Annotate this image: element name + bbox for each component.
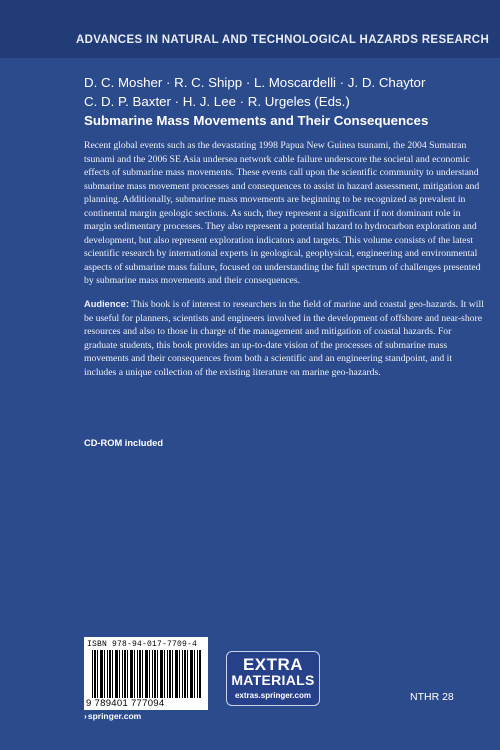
extra-materials-badge <box>226 651 320 706</box>
publisher-link <box>84 711 141 721</box>
extra-word: EXTRA <box>242 655 304 674</box>
materials-word: MATERIALS <box>231 672 315 688</box>
barcode-icon <box>92 650 202 698</box>
chevron-right-icon: › <box>84 711 87 721</box>
editors <box>84 73 484 111</box>
series-banner <box>0 0 500 58</box>
editors-line-1: D. C. Mosher · R. C. Shipp · L. Moscardelli · J. D. Chaytor <box>84 75 426 90</box>
series-code: NTHR 28 <box>410 691 454 703</box>
isbn-text: ISBN 978-94-017-7709-4 <box>87 640 198 649</box>
publisher-url: springer.com <box>87 711 142 721</box>
audience-paragraph <box>84 298 484 379</box>
isbn-barcode <box>84 637 208 710</box>
barcode-digits: 9 789401 777094 <box>86 698 165 709</box>
audience-text: This book is of interest to researchers in the field of marine and coastal geo-hazards. It will be useful for planners, scientists and engineers involved in the development of offshore and near-shore resources and also to those in charge of the management and mitigation of coastal hazards. For graduate students, this book provides an up-to-date vision of the processes of submarine mass movements and their consequences from both a scientific and an engineering standpoint, and it includes a unique collection of the existing literature on marine geo-hazards. <box>84 299 484 378</box>
back-cover-blurb <box>84 139 484 379</box>
editors-line-2: C. D. P. Baxter · H. J. Lee · R. Urgeles (Eds.) <box>84 94 350 109</box>
description-paragraph: Recent global events such as the devastating 1998 Papua New Guinea tsunami, the 2004 Sumatran tsunami and the 2006 SE Asia undersea network cable failure underscore the societal and economic effects of submarine mass movements. These events call upon the scientific community to understand submarine mass movement processes and consequences to assist in hazard assessment, mitigation and planning. Additionally, submarine mass movements are beginning to be recognized as prevalent in continental margin geologic sections. As such, they represent a significant if not dominant role in margin sedimentary processes. They also represent a potential hazard to hydrocarbon exploration and development, but also represent exploration indicators and targets. This volume consists of the latest scientific research by international experts in geological, geophysical, engineering and environmental aspects of submarine mass failure, focused on understanding the full spectrum of challenges presented by submarine mass movements and their consequences. <box>84 140 481 287</box>
book-title: Submarine Mass Movements and Their Consequences <box>84 113 429 128</box>
cd-rom-note: CD-ROM included <box>84 438 164 448</box>
audience-label: Audience: <box>84 299 129 310</box>
extra-url: extras.springer.com <box>234 691 312 700</box>
series-title: ADVANCES IN NATURAL AND TECHNOLOGICAL HAZARDS RESEARCH <box>76 34 490 46</box>
